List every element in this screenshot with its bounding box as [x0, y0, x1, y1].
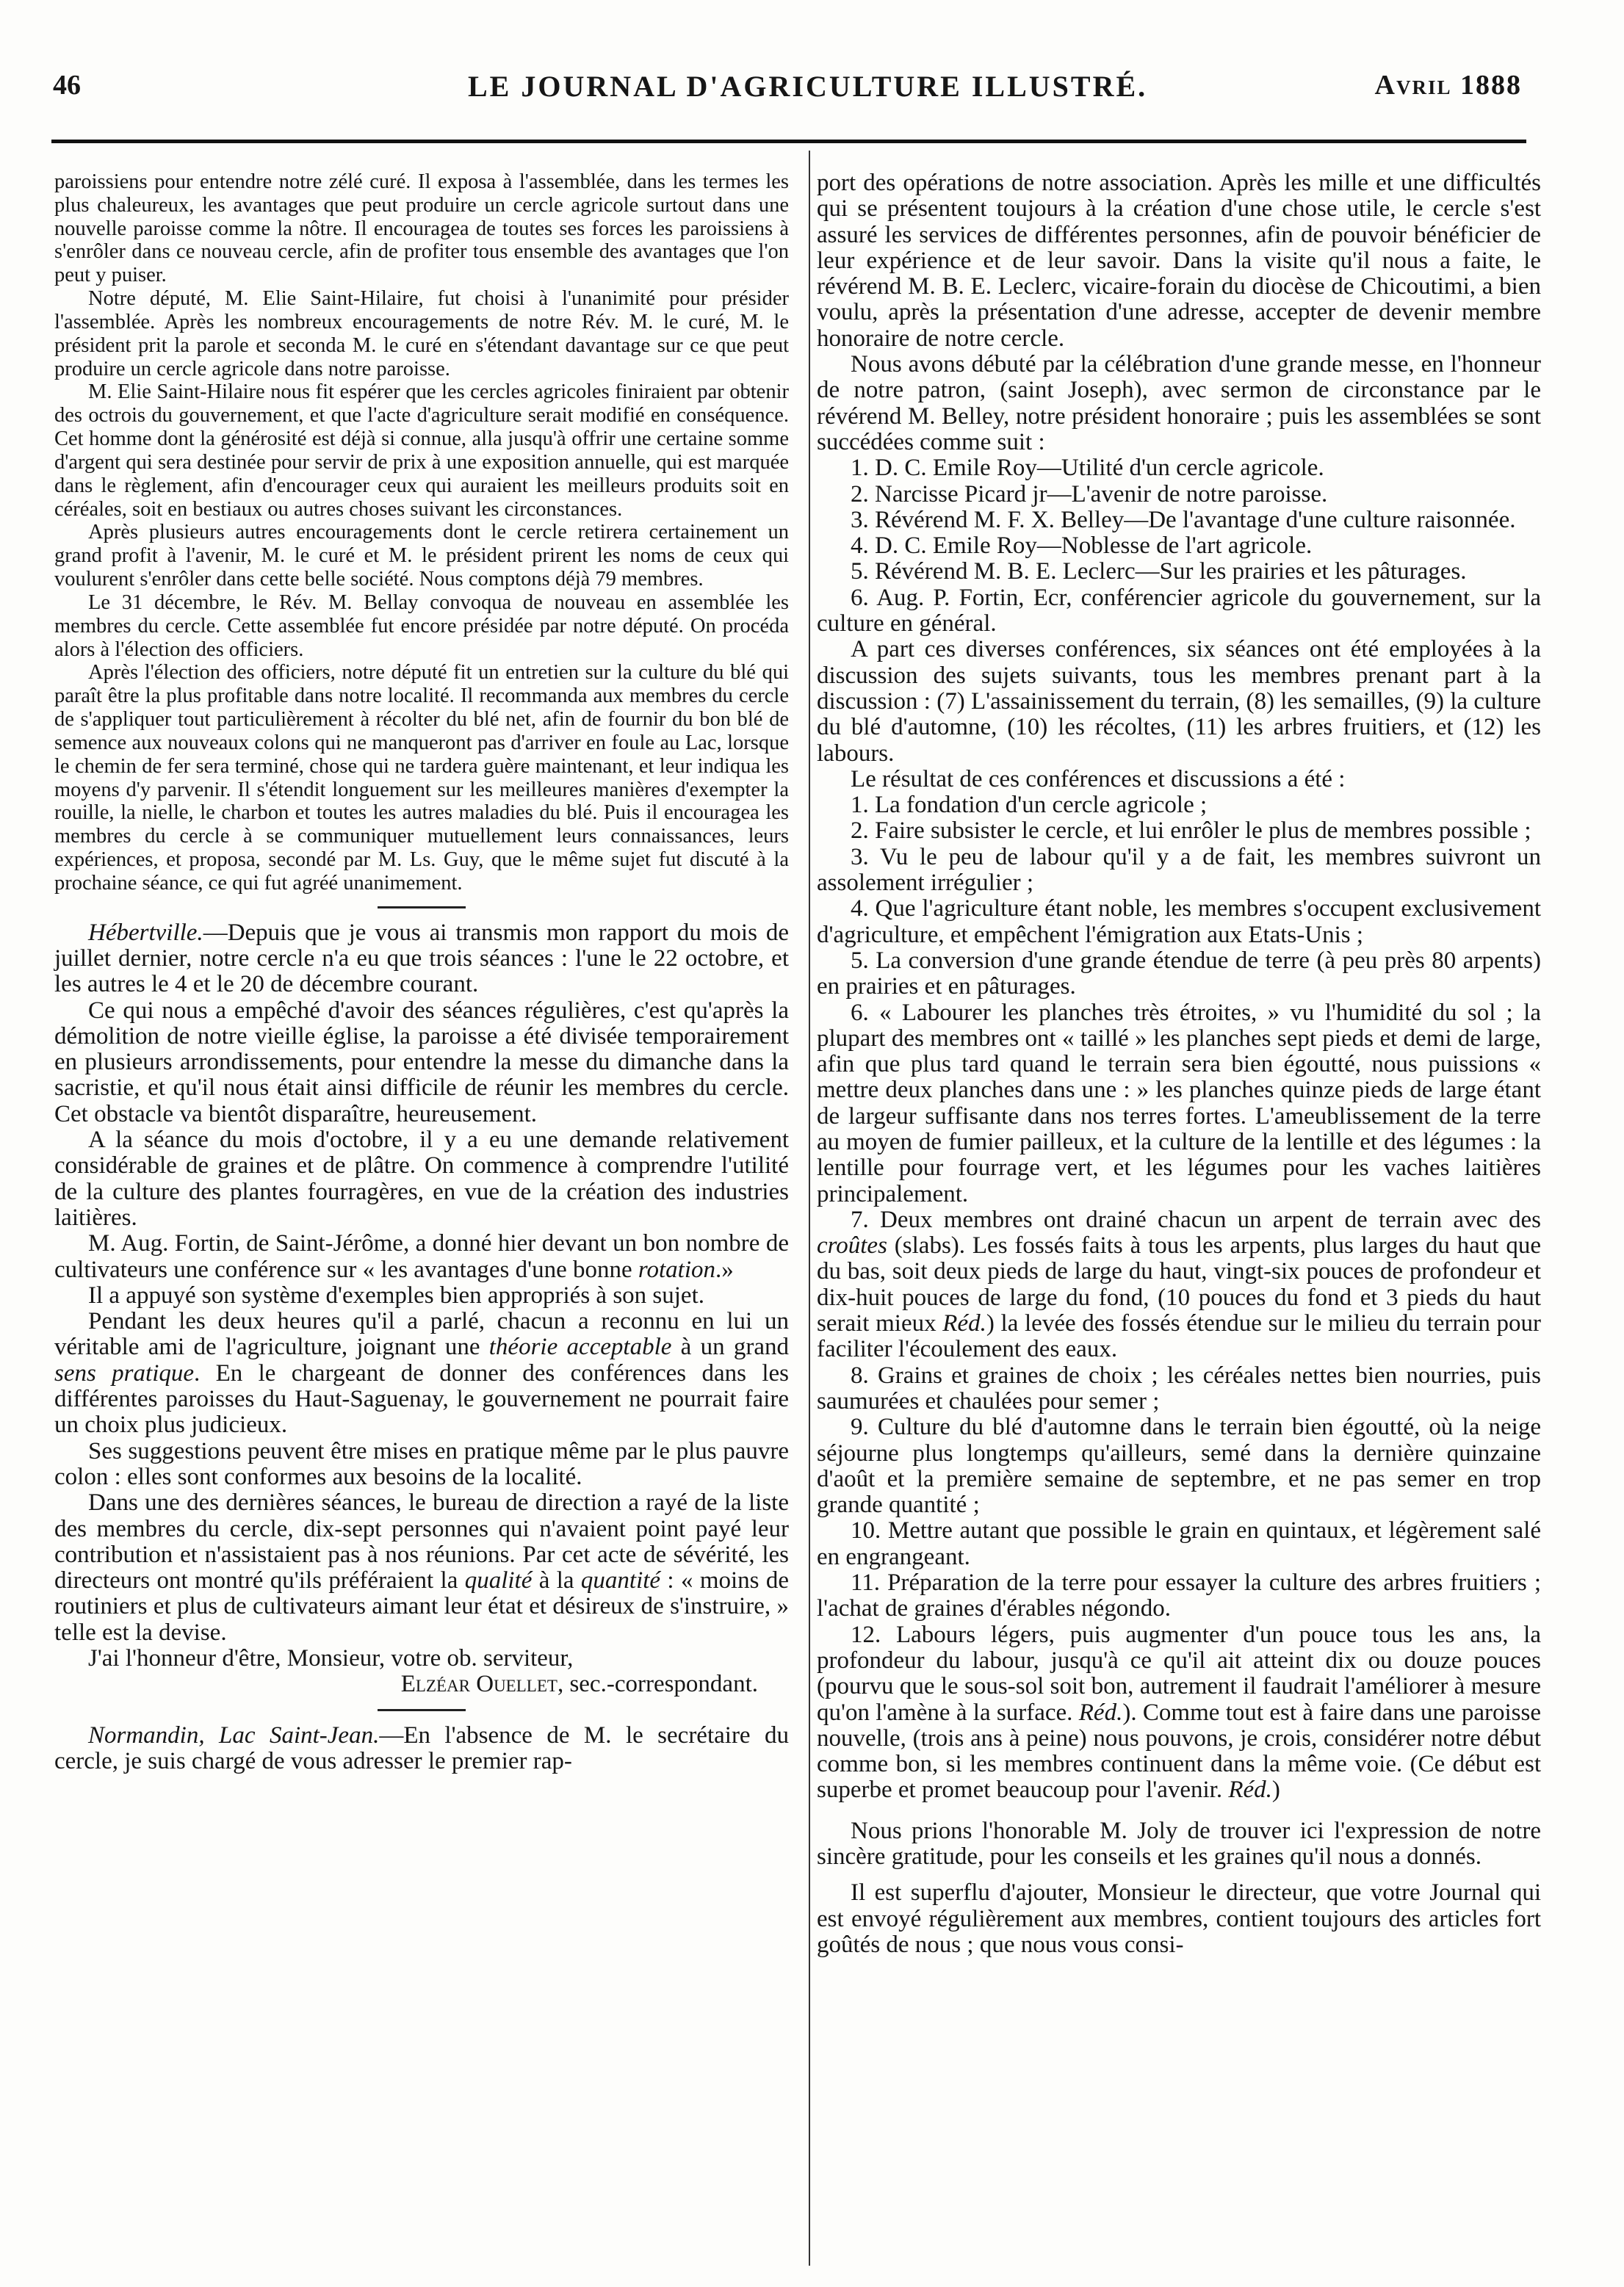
list-item: 9. Culture du blé d'automne dans le terrain bien égoutté, où la neige séjourne plus longtemps qu'ailleurs, semé dans la dernière quinzaine d'août et la première semaine de septembre, et ne pas semer en trop grande quantité ;	[817, 1414, 1541, 1519]
paragraph: paroissiens pour entendre notre zélé curé. Il exposa à l'assemblée, dans les termes les plus chaleureux, les avantages que peut produire un cercle agricole surtout dans une nouvelle paroisse comme la nôtre. Il encouragea de toutes ses forces les paroissiens à s'enrôler dans ce nouveau cercle, afin de profiter tous ensemble des avantages que l'on peut y puiser.	[54, 170, 789, 287]
list-item: 3. Vu le peu de labour qu'il y a de fait, les membres suivront un assolement irrégulier ;	[817, 843, 1541, 897]
paragraph: Il est superflu d'ajouter, Monsieur le directeur, que votre Journal qui est envoyé régulièrement aux membres, contient toujours des articles fort goûtés de nous ; que nous vous consi-	[817, 1879, 1541, 1958]
list-item: 10. Mettre autant que possible le grain en quintaux, et légèrement salé en engrangeant.	[817, 1517, 1541, 1570]
small-type-section	[54, 170, 789, 895]
paragraph: Le 31 décembre, le Rév. M. Bellay convoqua de nouveau en assemblée les membres du cercle. Cette assemblée fut encore présidée par notre député. On procéda alors à l'élection des officiers.	[54, 590, 789, 661]
list-item: 4. D. C. Emile Roy—Noblesse de l'art agricole.	[851, 532, 1313, 560]
paragraph: Nous prions l'honorable M. Joly de trouver ici l'expression de notre sincère gratitude, pour les conseils et les graines qu'il nous a donnés.	[817, 1817, 1541, 1870]
normandin-report	[54, 1723, 789, 1775]
spacer	[817, 1870, 1541, 1880]
paragraph: Le résultat de ces conférences et discussions a été :	[851, 765, 1346, 792]
paragraph: Normandin, Lac Saint-Jean.—En l'absence de M. le secrétaire du cercle, je suis chargé de vous adresser le premier rap-	[54, 1721, 789, 1774]
paragraph: Après l'élection des officiers, notre député fit un entretien sur la culture du blé qui paraît être la plus profitable dans notre localité. Il recommanda aux membres du cercle de s'appliquer tout particulièrement à récolter du blé net, afin de fournir du bon blé de semence aux nouveaux colons qui ne manqueront pas d'arriver en foule au Lac, lorsque le chemin de fer sera terminé, chose qui ne tardera guère maintenant, et leur indiqua les moyens d'y parvenir. Il s'étendit longuement sur les meilleures manières d'exempter la rouille, la nielle, le charbon et toutes les autres maladies du blé. Puis il encouragea les membres du cercle à se communiquer mutuellement leurs connaissances, leurs expériences, et proposa, secondé par M. Ls. Guy, que le même sujet fut discuté à la prochaine séance, ce qui fut agréé unanimement.	[54, 661, 789, 895]
page-number: 46	[53, 70, 81, 101]
paragraph: Pendant les deux heures qu'il a parlé, chacun a reconnu en lui un véritable ami de l'agriculture, joignant une théorie acceptable à un grand sens pratique. En le chargeant de donner des conférences dans les différentes paroisses du Haut-Saguenay, le gouvernement ne pourrait faire un choix plus judicieux.	[54, 1308, 789, 1439]
paragraph: port des opérations de notre association. Après les mille et une difficultés qui se présentent toujours à la création d'une chose utile, le cercle s'est assuré les services de différentes personnes, afin de pouvoir bénéficier de leur expérience et de leur savoir. Dans la visite qu'il nous a faite, le révérend M. B. E. Leclerc, vicaire-forain du diocèse de Chicoutimi, a bien voulu, après la présentation d'une adresse, accepter de devenir membre honoraire de notre cercle.	[817, 170, 1541, 352]
list-item: 1. La fondation d'un cercle agricole ;	[851, 792, 1208, 819]
list-item: 2. Faire subsister le cercle, et lui enrôler le plus de membres possible ;	[851, 817, 1531, 845]
list-item: 2. Narcisse Picard jr—L'avenir de notre paroisse.	[851, 480, 1328, 507]
spacer	[817, 1804, 1541, 1818]
running-header	[53, 69, 1522, 107]
paragraph: Dans une des dernières séances, le bureau de direction a rayé de la liste des membres du cercle, dix-sept personnes qui n'avaient point payé leur contribution et n'assistaient pas à nos réunions. Par cet acte de sévérité, les directeurs ont montré qu'ils préféraient la qualité à la quantité : « moins de routiniers et plus de cultivateurs aimant leur état et désireux de s'instruire, » telle est la devise.	[54, 1489, 790, 1646]
list-item: 3. Révérend M. F. X. Belley—De l'avantage d'une culture raisonnée.	[851, 506, 1516, 533]
right-column	[817, 170, 1541, 1958]
list-item: 4. Que l'agriculture étant noble, les membres s'occupent exclusivement d'agriculture, et empêchent l'émigration aux Etats-Unis ;	[817, 895, 1541, 948]
place-name: Normandin, Lac Saint-Jean.	[88, 1721, 380, 1749]
paragraph: Notre député, M. Elie Saint-Hilaire, fut choisi à l'unanimité pour présider l'assemblée. Après les nombreux encouragements de notre Rév. M. le curé, M. le président prit la parole et seconda M. le curé en s'étendant davantage sur ce que peut produire un cercle agricole dans notre paroisse.	[54, 287, 789, 380]
place-name: Hébertville.	[88, 919, 203, 946]
list-item: 7. Deux membres ont drainé chacun un arpent de terrain avec des croûtes (slabs). Les fossés faits à tous les arpents, plus larges du haut que du bas, soit deux pieds de large du haut, vingt-six pouces de profondeur et dix-huit pouces de large du fond, (10 pouces du fond et 3 pieds du haut serait mieux Réd.) la levée des fossés étendue sur le milieu du terrain pour faciliter l'écoulement des eaux.	[817, 1206, 1541, 1363]
list-item: 5. La conversion d'une grande étendue de terre (à peu près 80 arpents) en prairies et en pâturages.	[817, 947, 1541, 1000]
list-item: 12. Labours légers, puis augmenter d'un pouce tous les ans, la profondeur du labour, jusqu'à ce qu'il ait atteint dix ou douze pouces (pourvu que le sous-sol soit bon, autrement il faudrait l'améliorer à mesure qu'on l'amène à la surface. Réd.). Comme tout est à faire dans une paroisse nouvelle, (trois ans à peine) nous pouvons, je crois, considérer notre début comme bon, si les membres continuent dans la même voie. (Ce début est superbe et promet beaucoup pour l'avenir. Réd.)	[817, 1621, 1541, 1804]
list-item: 6. « Labourer les planches très étroites, » vu l'humidité du sol ; la plupart des membres ont « taillé » les planches sept pieds et demi de large, afin que plus tard quand le terrain sera bien égoutté, nous puissions « mettre deux planches dans une : » les planches quinze pieds de large étant de largeur suffisante dans nos terres fortes. L'ameublissement de la terre au moyen de fumier pailleux, et la culture de la lentille et des légumes : la lentille pour fourrage vert, et les légumes pour les vaches laitières principalement.	[817, 999, 1541, 1207]
section-rule	[378, 906, 466, 908]
paragraph: A la séance du mois d'octobre, il y a eu une demande relativement considérable de graines et de plâtre. On commence à comprendre l'utilité de la culture des plantes fourragères, en vue de la création des industries laitières.	[54, 1127, 789, 1231]
left-column	[54, 170, 789, 1774]
list-item: 5. Révérend M. B. E. Leclerc—Sur les prairies et les pâturages.	[851, 558, 1467, 585]
paragraph: Ce qui nous a empêché d'avoir des séances régulières, c'est qu'après la démolition de notre vieille église, la paroisse a été divisée temporairement en plusieurs arrondissements, pour entendre la messe du dimanche dans la sacristie, et qu'il nous était ainsi difficile de réunir les membres du cercle. Cet obstacle va bientôt disparaître, heureusement.	[54, 997, 789, 1127]
signature: Elzéar Ouellet, sec.-correspondant.	[400, 1671, 758, 1698]
hebertville-report	[54, 920, 789, 1698]
issue-date: Avril 1888	[1374, 70, 1522, 101]
paragraph: Nous avons débuté par la célébration d'une grande messe, en l'honneur de notre patron, (saint Joseph), avec sermon de circonstance par le révérend M. Belley, notre président honoraire ; puis les assemblées se sont succédées comme suit :	[817, 351, 1541, 455]
paragraph: M. Elie Saint-Hilaire nous fit espérer que les cercles agricoles finiraient par obtenir des octrois du gouvernement, et que l'acte d'agriculture serait modifié en conséquence. Cet homme dont la générosité est déjà si connue, alla jusqu'à offrir une certaine somme d'argent qui sera destinée pour servir de prix à une exposition annuelle, qui est marquée dans le règlement, afin d'encourager ceux qui auraient les meilleurs produits soit en céréales, soit en bestiaux ou autres choses suivant les circonstances.	[54, 380, 789, 521]
list-item: 1. D. C. Emile Roy—Utilité d'un cercle agricole.	[851, 455, 1324, 482]
paragraph: M. Aug. Fortin, de Saint-Jérôme, a donné hier devant un bon nombre de cultivateurs une conférence sur « les avantages d'une bonne rotation.»	[54, 1230, 789, 1283]
list-item: 11. Préparation de la terre pour essayer la culture des arbres fruitiers ; l'achat de graines d'érables négondo.	[817, 1569, 1541, 1622]
paragraph: A part ces diverses conférences, six séances ont été employées à la discussion des sujets suivants, tous les membres prenant part à la discussion : (7) L'assainissement du terrain, (8) les semailles, (9) la culture du blé d'automne, (10) les récoltes, (11) les arbres fruitiers, et (12) les labours.	[817, 636, 1541, 767]
header-rule	[51, 140, 1526, 143]
list-item: 6. Aug. P. Fortin, Ecr, conférencier agricole du gouvernement, sur la culture en général.	[817, 584, 1541, 637]
paragraph: Il a appuyé son système d'exemples bien appropriés à son sujet.	[88, 1282, 704, 1309]
paragraph: Ses suggestions peuvent être mises en pratique même par le plus pauvre colon : elles sont conformes aux besoins de la localité.	[54, 1437, 789, 1490]
paragraph: J'ai l'honneur d'être, Monsieur, votre ob. serviteur,	[88, 1644, 574, 1672]
journal-title: LE JOURNAL D'AGRICULTURE ILLUSTRÉ.	[468, 70, 1148, 103]
paragraph: Hébertville.—Depuis que je vous ai transmis mon rapport du mois de juillet dernier, notre cercle n'a eu que trois séances : l'une le 22 octobre, et les autres le 4 et le 20 de décembre courant.	[54, 919, 789, 998]
list-item: 8. Grains et graines de choix ; les céréales nettes bien nourries, puis saumurées et chaulées pour semer ;	[817, 1362, 1541, 1415]
paragraph: Après plusieurs autres encouragements dont le cercle retirera certainement un grand profit à l'avenir, M. le curé et M. le président prirent les noms de ceux qui voulurent s'enrôler dans cette belle société. Nous comptons déjà 79 membres.	[54, 521, 789, 591]
column-divider	[809, 151, 810, 2266]
section-rule	[378, 1709, 466, 1711]
